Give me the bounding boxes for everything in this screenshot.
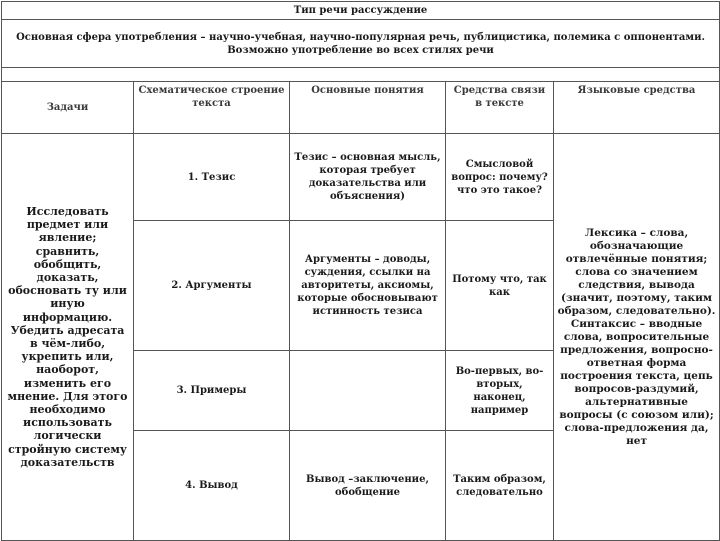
links-cell: Во-первых, во-вторых, наконец, например [446,351,554,431]
column-header-language: Языковые средства [554,82,720,134]
reasoning-text-type-table [1,1,720,541]
usage-scope [2,20,720,68]
usage-scope-line-2: Возможно употребление во всех стилях речи [227,44,494,56]
spacer-row [2,68,720,82]
concept-cell: Тезис – основная мысль, которая требует доказательства или объяснения) [290,134,446,221]
structure-cell: 3. Примеры [134,351,290,431]
column-header-links: Средства связи в тексте [446,82,554,134]
tasks-cell: Исследовать предмет или явление; сравнить, обобщить, доказать, обосновать ту или иную информацию. Убедить адресата в чём-либо, укрепить или, наоборот, изменить его мнение. Для этого необходимо использовать логически стройную систему доказательств [2,134,134,541]
column-header-concepts: Основные понятия [290,82,446,134]
links-cell: Таким образом, следовательно [446,431,554,541]
table-row-thesis [2,134,720,221]
concept-cell: Вывод –заключение, обобщение [290,431,446,541]
structure-cell: 2. Аргументы [134,221,290,351]
table-title: Тип речи рассуждение [2,2,720,20]
header-row [2,82,720,134]
concept-cell: Аргументы – доводы, суждения, ссылки на авторитеты, аксиомы, которые обосновывают истинность тезиса [290,221,446,351]
concept-cell [290,351,446,431]
column-header-structure: Схематическое строение текста [134,82,290,134]
column-header-tasks: Задачи [2,82,134,134]
language-means-cell: Лексика – слова, обозначающие отвлечённые понятия; слова со значением следствия, вывода (значит, поэтому, таким образом, следовательно). Синтаксис – вводные слова, вопросительные предложения, вопросно-ответная форма построения текста, цепь вопросов-раздумий, альтернативные вопросы (с союзом или); слова-предложения да, нет [554,134,720,541]
usage-scope-line-1: Основная сфера употребления – научно-учебная, научно-популярная речь, публицистика, полемика с оппонентами. [16,31,705,43]
structure-cell: 1. Тезис [134,134,290,221]
links-cell: Потому что, так как [446,221,554,351]
structure-cell: 4. Вывод [134,431,290,541]
links-cell: Смысловой вопрос: почему? что это такое? [446,134,554,221]
